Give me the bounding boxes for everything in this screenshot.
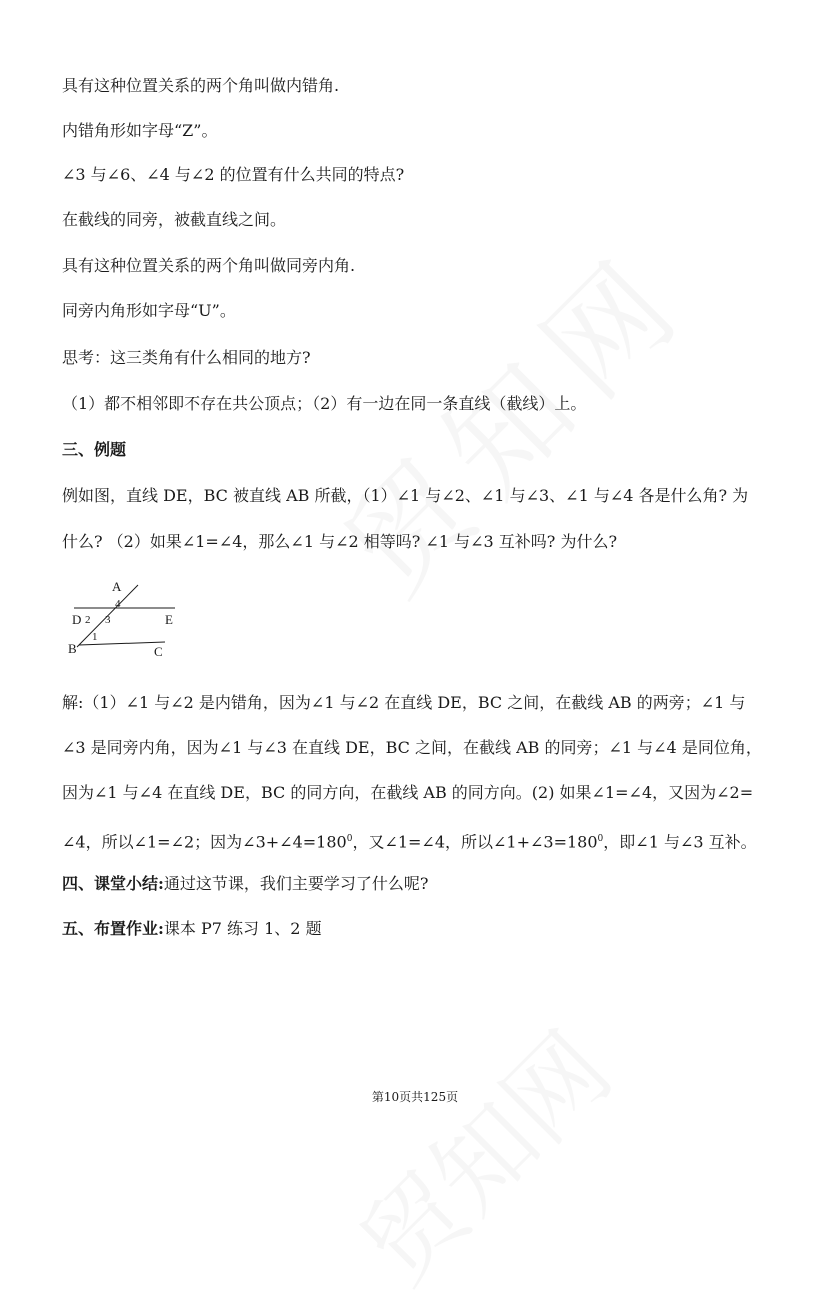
paragraph: 同旁内角形如字母“U”。 [62,301,236,320]
example-question: 例如图，直线 DE，BC 被直线 AB 所截，（1）∠1 与∠2、∠1 与∠3、∠1 与∠4 各是什么角? 为 [62,486,749,505]
homework [62,919,322,939]
label-b: B [68,641,77,656]
angle-2-label: 2 [85,614,91,626]
angle-1-label: 1 [92,631,98,643]
paragraph: （1）都不相邻即不存在共公顶点；（2）有一边在同一条直线（截线）上。 [62,394,587,413]
watermark [301,207,720,626]
summary [62,874,429,894]
page-footer: 第10页共125页 [371,1090,459,1104]
solution-line: ∠3 是同旁内角，因为∠1 与∠3 在直线 DE，BC 之间，在截线 AB 的同旁；∠1 与∠4 是同位角， [62,738,762,757]
watermark [323,995,637,1309]
solution-line: 解:（1）∠1 与∠2 是内错角，因为∠1 与∠2 在直线 DE，BC 之间，在截线 AB 的两旁；∠1 与 [62,693,746,712]
paragraph: 具有这种位置关系的两个角叫做内错角. [62,76,340,95]
angle-3-label: 3 [105,614,111,626]
angle-4-label: 4 [115,598,121,610]
summary-text: 通过这节课，我们主要学习了什么呢? [163,874,429,893]
label-a: A [112,579,122,594]
paragraph: 在截线的同旁，被截直线之间。 [62,210,287,229]
homework-title: 五、布置作业: [62,919,164,938]
label-e: E [165,612,173,627]
summary-title: 四、课堂小结: [62,874,164,893]
solution-line: 因为∠1 与∠4 在直线 DE，BC 的同方向，在截线 AB 的同方向。(2) 如果∠1=∠4，又因为∠2= [62,783,754,802]
paragraph: ∠3 与∠6、∠4 与∠2 的位置有什么共同的特点? [62,165,405,184]
label-d: D [72,612,82,627]
label-c: C [154,644,163,659]
paragraph: 思考：这三类角有什么相同的地方? [62,348,311,367]
homework-text: 课本 P7 练习 1、2 题 [163,919,322,938]
paragraph: 内错角形如字母“Z”。 [62,121,218,140]
geometry-figure [62,575,192,665]
paragraph: 具有这种位置关系的两个角叫做同旁内角. [62,256,356,275]
example-question: 什么? （2）如果∠1=∠4，那么∠1 与∠2 相等吗? ∠1 与∠3 互补吗? 为什么? [62,532,618,551]
section-heading: 三、例题 [62,440,127,459]
solution-line: ∠4，所以∠1=∠2；因为$\angle 3+\angle 4=180^0$，又∠1=∠4，所以$\angle 1+\angle 3=180^0$，即∠1 与∠3 互补。 [62,832,757,852]
